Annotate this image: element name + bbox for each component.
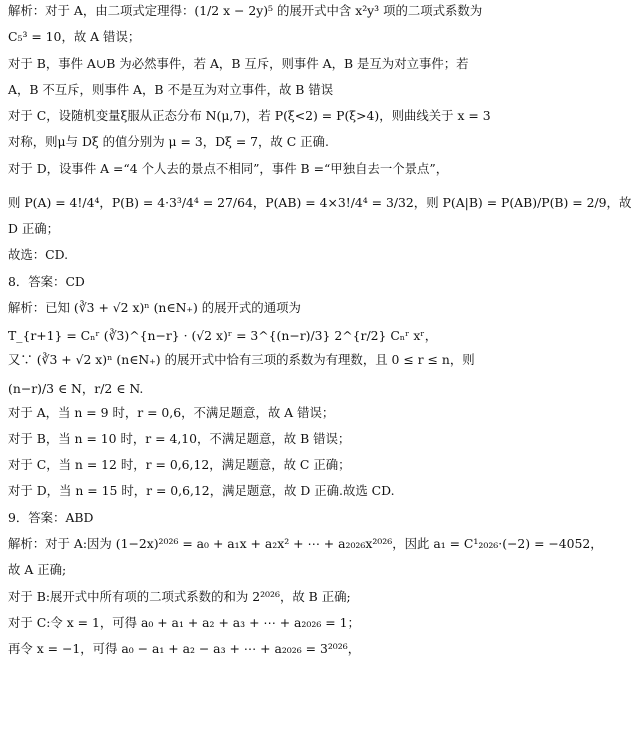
text-line: D 正确；: [8, 221, 60, 237]
text-line: 对于 D，当 n = 15 时，r = 0,6,12，满足题意，故 D 正确.故选 CD.: [8, 483, 395, 499]
text-line: 解析：已知 (∛3 + √2 x)ⁿ (n∈N₊) 的展开式的通项为: [8, 299, 301, 315]
text-line: 又∵ (∛3 + √2 x)ⁿ (n∈N₊) 的展开式中恰有三项的系数为有理数，且 0 ≤ r ≤ n，则: [8, 352, 475, 368]
text-line: T_{r+1} = Cₙʳ (∛3)^{n−r} · (√2 x)ʳ = 3^{(n−r)/3} 2^{r/2} Cₙʳ xʳ，: [8, 328, 438, 344]
text-line: 故选：CD.: [8, 247, 69, 263]
text-line: 对于 B，事件 A∪B 为必然事件，若 A，B 互斥，则事件 A，B 是互为对立事件；若: [8, 55, 469, 71]
text-line: 对于 C:令 x = 1，可得 a₀ + a₁ + a₂ + a₃ + ⋯ + a₂₀₂₆ = 1；: [8, 614, 360, 630]
text-line: 对称，则μ与 Dξ 的值分别为 μ = 3，Dξ = 7，故 C 正确.: [8, 134, 329, 150]
text-line: 对于 D，设事件 A =“4 个人去的景点不相同”，事件 B =“甲独自去一个景点”，: [8, 160, 449, 176]
text-line: 对于 B:展开式中所有项的二项式系数的和为 2²⁰²⁶，故 B 正确;: [8, 588, 351, 604]
question-answer-8: 8．答案：CD: [8, 273, 85, 289]
text-line: A，B 不互斥，则事件 A，B 不是互为对立事件，故 B 错误: [8, 81, 334, 97]
text-line: 解析：对于 A:因为 (1−2x)²⁰²⁶ = a₀ + a₁x + a₂x² + ⋯ + a₂₀₂₆x²⁰²⁶，因此 a₁ = C¹₂₀₂₆·(−2) = −4052，: [8, 536, 603, 552]
text-line: 对于 B，当 n = 10 时，r = 4,10，不满足题意，故 B 错误；: [8, 430, 351, 446]
text-line: C₅³ = 10，故 A 错误；: [8, 29, 141, 45]
text-line: 对于 A，当 n = 9 时，r = 0,6，不满足题意，故 A 错误；: [8, 404, 335, 420]
question-answer-9: 9．答案：ABD: [8, 509, 94, 525]
text-line: (n−r)/3 ∈ N，r/2 ∈ N.: [8, 380, 144, 396]
text-line: 解析：对于 A，由二项式定理得：(1/2 x − 2y)⁵ 的展开式中含 x²y³ 项的二项式系数为: [8, 3, 483, 18]
text-line: 对于 C，设随机变量ξ服从正态分布 N(μ,7)，若 P(ξ<2) = P(ξ>4)，则曲线关于 x = 3: [8, 108, 491, 124]
text-line: 故 A 正确;: [8, 562, 67, 578]
text-line: 再令 x = −1，可得 a₀ − a₁ + a₂ − a₃ + ⋯ + a₂₀₂₆ = 3²⁰²⁶，: [8, 641, 361, 657]
text-line: 对于 C，当 n = 12 时，r = 0,6,12，满足题意，故 C 正确；: [8, 457, 351, 473]
text-line: 则 P(A) = 4!/4⁴，P(B) = 4·3³/4⁴ = 27/64，P(AB) = 4×3!/4⁴ = 3/32，则 P(A|B) = P(AB)/P(B) = 2/9，故: [8, 195, 631, 211]
